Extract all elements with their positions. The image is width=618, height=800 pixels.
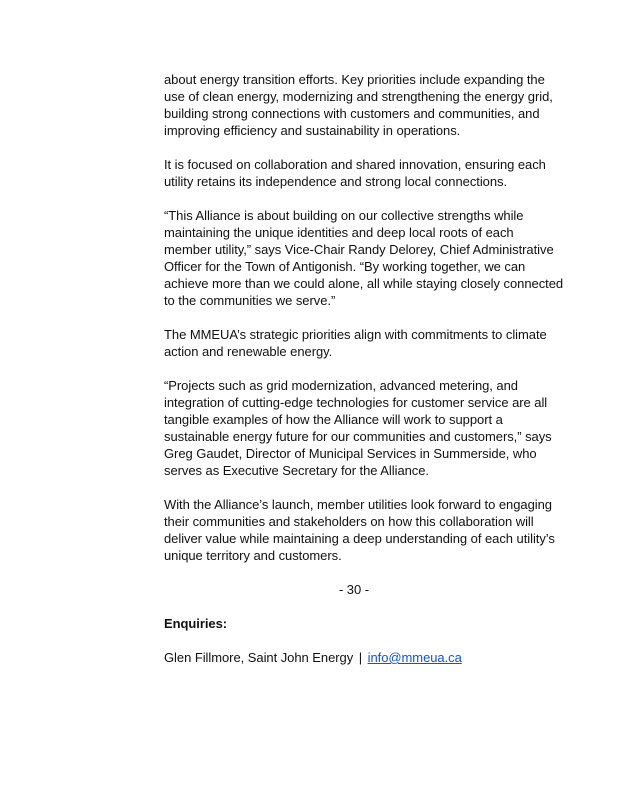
end-marker: - 30 - — [338, 582, 370, 597]
press-release-body — [164, 71, 564, 666]
paragraph-executive-secretary-quote: “Projects such as grid modernization, advanced metering, and integration of cutting-edge technologies for customer service are all tangible examples of how the Alliance will work to support a sustainable energy future for our communities and customers,” says Greg Gaudet, Director of Municipal Services in Summerside, who serves as Executive Secretary for the Alliance. — [164, 378, 552, 478]
paragraph-collaboration: It is focused on collaboration and shared innovation, ensuring each utility retains its independence and strong local connections. — [164, 157, 546, 189]
enquiries-heading: Enquiries: — [164, 616, 228, 631]
paragraph-strategic-priorities: The MMEUA’s strategic priorities align with commitments to climate action and renewable energy. — [164, 327, 547, 359]
contact-email-link[interactable]: info@mmeua.ca — [367, 650, 462, 665]
paragraph-vice-chair-quote: “This Alliance is about building on our collective strengths while maintaining the unique identities and deep local roots of each member utility,” says Vice-Chair Randy Delorey, Chief Administrative Officer for the Town of Antigonish. “By working together, we can achieve more than we could alone, all while staying closely connected to the communities we serve.” — [164, 208, 564, 308]
paragraph-launch: With the Alliance’s launch, member utilities look forward to engaging their communities and stakeholders on how this collaboration will deliver value while maintaining a deep understanding of each utility’s unique territory and customers. — [164, 497, 555, 563]
contact-name: Glen Fillmore, Saint John Energy — [164, 650, 354, 665]
paragraph-priorities: about energy transition efforts. Key priorities include expanding the use of clean energy, modernizing and strengthening the energy grid, building strong connections with customers and communities, and improving efficiency and sustainability in operations. — [164, 72, 553, 138]
contact-line — [164, 649, 564, 666]
contact-separator: | — [358, 650, 363, 665]
